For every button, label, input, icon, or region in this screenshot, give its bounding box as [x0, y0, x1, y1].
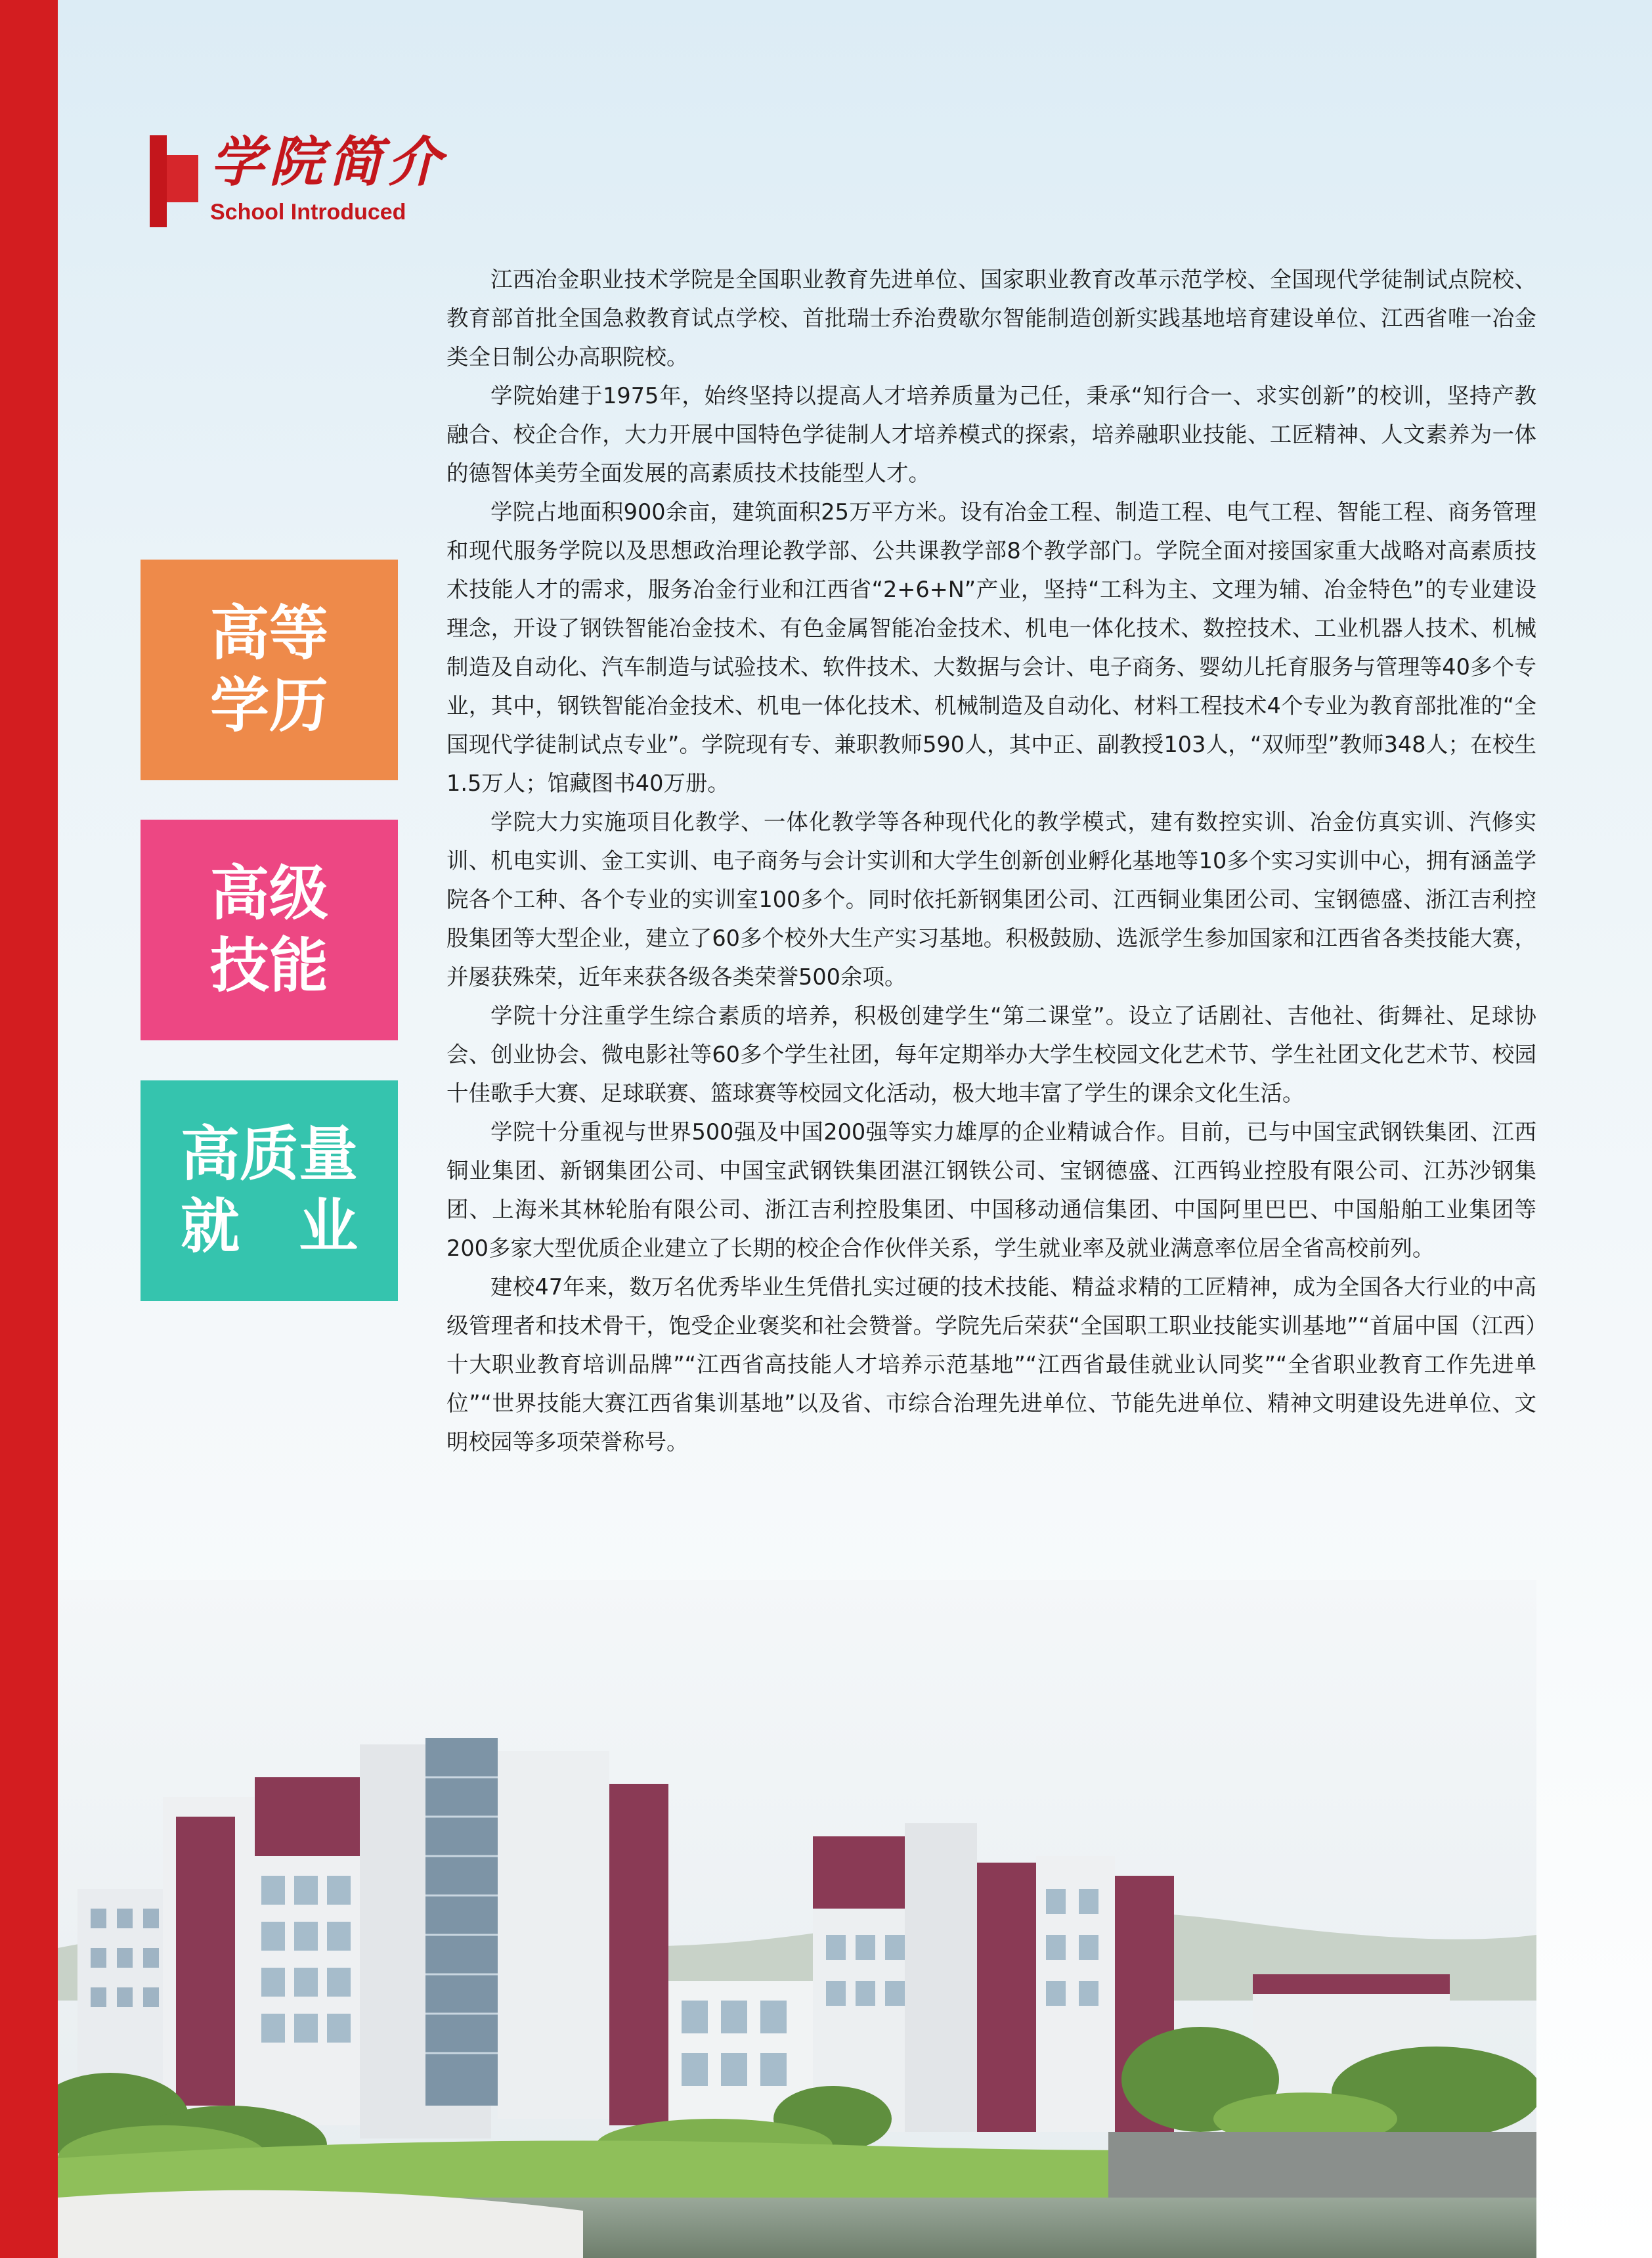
- section-title: 学院简介: [210, 131, 446, 194]
- badge-line: 高级: [210, 859, 328, 929]
- paragraph: 学院始建于1975年，始终坚持以提高人才培养质量为己任，秉承“知行合一、求实创新”的校训，坚持产教融合、校企合作，大力开展中国特色学徒制人才培养模式的探索，培养融职业技能、工匠精神、人文素养为一体的德智体美劳全面发展的高素质技术技能型人才。: [446, 383, 1536, 486]
- intro-body: [446, 260, 1536, 1461]
- header-mark-block: [167, 155, 198, 202]
- section-subtitle: School Introduced: [210, 200, 406, 225]
- badge-line: 高质量: [181, 1120, 358, 1189]
- badge-line: 学历: [210, 671, 328, 740]
- campus-photo: [58, 1580, 1536, 2258]
- badge-quality-employment: [141, 1080, 398, 1301]
- paragraph: 江西冶金职业技术学院是全国职业教育先进单位、国家职业教育改革示范学校、全国现代学徒制试点院校、教育部首批全国急救教育试点学校、首批瑞士乔治费歇尔智能制造创新实践基地培育建设单位、江西省唯一冶金类全日制公办高职院校。: [446, 267, 1536, 370]
- left-red-bar: [0, 0, 58, 2258]
- badge-line: 高等: [210, 599, 328, 669]
- badge-advanced-skills: [141, 820, 398, 1040]
- header-mark: [150, 135, 167, 227]
- paragraph: 建校47年来，数万名优秀毕业生凭借扎实过硬的技术技能、精益求精的工匠精神，成为全国各大行业的中高级管理者和技术骨干，饱受企业褒奖和社会赞誉。学院先后荣获“全国职工职业技能实训基地”“首届中国（江西）十大职业教育培训品牌”“江西省高技能人才培养示范基地”“江西省最佳就业认同奖”“全省职业教育工作先进单位”“世界技能大赛江西省集训基地”以及省、市综合治理先进单位、节能先进单位、精神文明建设先进单位、文明校园等多项荣誉称号。: [446, 1274, 1536, 1455]
- badge-higher-education: [141, 560, 398, 780]
- paragraph: 学院十分注重学生综合素质的培养，积极创建学生“第二课堂”。设立了话剧社、吉他社、街舞社、足球协会、创业协会、微电影社等60多个学生社团，每年定期举办大学生校园文化艺术节、学生社团文化艺术节、校园十佳歌手大赛、足球联赛、篮球赛等校园文化活动，极大地丰富了学生的课余文化生活。: [446, 1003, 1536, 1106]
- badge-line: 就 业: [181, 1192, 358, 1261]
- paragraph: 学院十分重视与世界500强及中国200强等实力雄厚的企业精诚合作。目前，已与中国宝武钢铁集团、江西铜业集团、新钢集团公司、中国宝武钢铁集团湛江钢铁公司、宝钢德盛、江西钨业控股有限公司、江苏沙钢集团、上海米其林轮胎有限公司、浙江吉利控股集团、中国移动通信集团、中国阿里巴巴、中国船舶工业集团等200多家大型优质企业建立了长期的校企合作伙伴关系，学生就业率及就业满意率位居全省高校前列。: [446, 1119, 1536, 1261]
- paragraph: 学院占地面积900余亩，建筑面积25万平方米。设有冶金工程、制造工程、电气工程、智能工程、商务管理和现代服务学院以及思想政治理论教学部、公共课教学部8个教学部门。学院全面对接国家重大战略对高素质技术技能人才的需求，服务冶金行业和江西省“2+6+N”产业，坚持“工科为主、文理为辅、冶金特色”的专业建设理念，开设了钢铁智能冶金技术、有色金属智能冶金技术、机电一体化技术、数控技术、工业机器人技术、机械制造及自动化、汽车制造与试验技术、软件技术、大数据与会计、电子商务、婴幼儿托育服务与管理等40多个专业，其中，钢铁智能冶金技术、机电一体化技术、机械制造及自动化、材料工程技术4个专业为教育部批准的“全国现代学徒制试点专业”。学院现有专、兼职教师590人，其中正、副教授103人，“双师型”教师348人；在校生1.5万人；馆藏图书40万册。: [446, 499, 1536, 796]
- badge-line: 技能: [210, 931, 328, 1000]
- paragraph: 学院大力实施项目化教学、一体化教学等各种现代化的教学模式，建有数控实训、冶金仿真实训、汽修实训、机电实训、金工实训、电子商务与会计实训和大学生创新创业孵化基地等10多个实习实训中心，拥有涵盖学院各个工种、各个专业的实训室100多个。同时依托新钢集团公司、江西铜业集团公司、宝钢德盛、浙江吉利控股集团等大型企业，建立了60多个校外大生产实习基地。积极鼓励、选派学生参加国家和江西省各类技能大赛，并屡获殊荣，近年来获各级各类荣誉500余项。: [446, 809, 1536, 990]
